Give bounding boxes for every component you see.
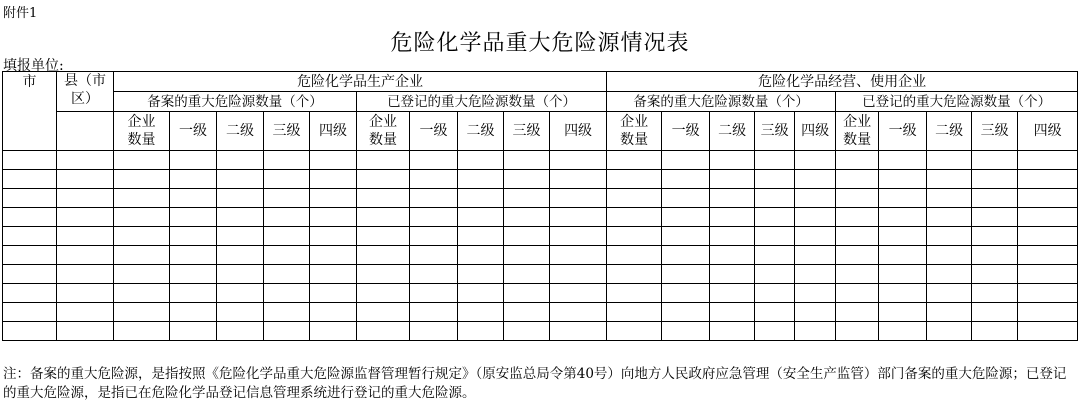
table-cell <box>410 246 458 265</box>
table-cell <box>264 189 310 208</box>
table-cell <box>114 284 170 303</box>
table-cell <box>217 246 264 265</box>
table-cell <box>755 151 795 170</box>
table-cell <box>550 322 607 341</box>
table-cell <box>879 170 927 189</box>
table-cell <box>170 170 217 189</box>
table-cell <box>836 284 879 303</box>
table-cell <box>607 265 662 284</box>
table-cell <box>662 303 710 322</box>
table-cell <box>662 208 710 227</box>
table-cell <box>504 227 550 246</box>
table-cell <box>3 208 57 227</box>
table-cell <box>879 189 927 208</box>
table-cell <box>310 227 357 246</box>
table-cell <box>504 303 550 322</box>
table-cell <box>972 246 1018 265</box>
table-cell <box>550 208 607 227</box>
table-cell <box>170 208 217 227</box>
table-cell <box>310 284 357 303</box>
table-cell <box>3 246 57 265</box>
table-cell <box>1018 322 1078 341</box>
header-level: 二级 <box>217 112 264 151</box>
table-cell <box>795 303 836 322</box>
table-cell <box>3 322 57 341</box>
table-cell <box>264 170 310 189</box>
table-cell <box>755 189 795 208</box>
table-cell <box>755 284 795 303</box>
table-cell <box>1018 227 1078 246</box>
annex-label: 附件1 <box>3 6 38 21</box>
table-cell <box>357 189 410 208</box>
header-level: 三级 <box>504 112 550 151</box>
table-cell <box>879 151 927 170</box>
header-enterprise-count-text: 企业数量 <box>369 114 397 148</box>
table-cell <box>410 303 458 322</box>
table-cell <box>410 284 458 303</box>
header-level: 四级 <box>550 112 607 151</box>
table-cell <box>972 303 1018 322</box>
header-production-filed: 备案的重大危险源数量（个） <box>114 92 357 112</box>
table-cell <box>795 189 836 208</box>
table-cell <box>795 170 836 189</box>
table-cell <box>504 265 550 284</box>
table-cell <box>1018 303 1078 322</box>
table-cell <box>264 246 310 265</box>
table-cell <box>57 322 114 341</box>
table-cell <box>662 246 710 265</box>
table-cell <box>927 246 972 265</box>
table-cell <box>550 303 607 322</box>
table-cell <box>662 265 710 284</box>
table-cell <box>1018 189 1078 208</box>
table-cell <box>755 246 795 265</box>
table-cell <box>1018 208 1078 227</box>
header-enterprise-count-text: 企业数量 <box>843 114 872 148</box>
table-cell <box>458 284 504 303</box>
table-cell <box>458 208 504 227</box>
reporting-unit-label: 填报单位: <box>3 58 64 74</box>
table-cell <box>504 246 550 265</box>
table-cell <box>795 151 836 170</box>
table-cell <box>114 170 170 189</box>
table-cell <box>504 284 550 303</box>
table-cell <box>879 322 927 341</box>
table-cell <box>3 284 57 303</box>
table-cell <box>927 265 972 284</box>
header-level: 三级 <box>972 112 1018 151</box>
table-cell <box>662 151 710 170</box>
table-cell <box>836 151 879 170</box>
table-cell <box>264 322 310 341</box>
page-title: 危险化学品重大危险源情况表 <box>390 31 690 56</box>
table-cell <box>458 227 504 246</box>
header-enterprise-count-text: 企业数量 <box>620 114 649 148</box>
table-cell <box>504 208 550 227</box>
table-cell <box>3 227 57 246</box>
table-cell <box>795 284 836 303</box>
table-cell <box>57 208 114 227</box>
table-cell <box>410 189 458 208</box>
header-level: 一级 <box>662 112 710 151</box>
table-cell <box>310 208 357 227</box>
table-cell <box>662 284 710 303</box>
table-cell <box>114 303 170 322</box>
table-cell <box>927 284 972 303</box>
table-cell <box>1018 151 1078 170</box>
table-cell <box>710 170 755 189</box>
table-cell <box>170 303 217 322</box>
table-cell <box>879 227 927 246</box>
table-cell <box>879 246 927 265</box>
table-cell <box>607 208 662 227</box>
table-cell <box>879 208 927 227</box>
table-row <box>3 322 1078 341</box>
table-cell <box>458 322 504 341</box>
table-cell <box>927 189 972 208</box>
table-cell <box>972 151 1018 170</box>
table-cell <box>972 189 1018 208</box>
table-cell <box>410 208 458 227</box>
table-row <box>3 284 1078 303</box>
table-cell <box>264 227 310 246</box>
header-county <box>57 72 114 112</box>
table-cell <box>836 170 879 189</box>
table-row <box>3 151 1078 170</box>
table-cell <box>795 265 836 284</box>
table-cell <box>114 208 170 227</box>
table-cell <box>755 227 795 246</box>
table-cell <box>310 303 357 322</box>
table-row <box>3 246 1078 265</box>
table-cell <box>264 208 310 227</box>
header-county-blank <box>57 112 114 151</box>
table-cell <box>170 151 217 170</box>
header-business-registered: 已登记的重大危险源数量（个） <box>836 92 1078 112</box>
table-cell <box>57 170 114 189</box>
table-cell <box>927 227 972 246</box>
table-cell <box>795 227 836 246</box>
table-cell <box>755 265 795 284</box>
table-cell <box>217 189 264 208</box>
table-cell <box>170 284 217 303</box>
header-row-2 <box>3 92 1078 112</box>
table-cell <box>504 151 550 170</box>
table-row <box>3 208 1078 227</box>
table-cell <box>458 170 504 189</box>
table-cell <box>607 303 662 322</box>
table-cell <box>264 284 310 303</box>
header-level: 四级 <box>795 112 836 151</box>
table-cell <box>755 170 795 189</box>
table-cell <box>410 227 458 246</box>
table-cell <box>607 189 662 208</box>
table-cell <box>1018 170 1078 189</box>
header-row-3 <box>3 112 1078 151</box>
table-cell <box>458 151 504 170</box>
table-cell <box>836 246 879 265</box>
header-level: 二级 <box>458 112 504 151</box>
table-cell <box>972 322 1018 341</box>
table-cell <box>662 322 710 341</box>
table-cell <box>410 265 458 284</box>
table-cell <box>357 170 410 189</box>
table-cell <box>410 322 458 341</box>
table-cell <box>57 284 114 303</box>
table-cell <box>114 246 170 265</box>
table-cell <box>1018 246 1078 265</box>
header-level: 四级 <box>1018 112 1078 151</box>
header-level: 二级 <box>710 112 755 151</box>
table-cell <box>927 208 972 227</box>
table-cell <box>57 303 114 322</box>
header-enterprise-count <box>836 112 879 151</box>
table-cell <box>114 189 170 208</box>
header-enterprise-count <box>114 112 170 151</box>
header-level: 二级 <box>927 112 972 151</box>
table-cell <box>310 246 357 265</box>
table-cell <box>710 322 755 341</box>
table-cell <box>550 265 607 284</box>
table-cell <box>972 227 1018 246</box>
table-cell <box>795 322 836 341</box>
table-cell <box>410 151 458 170</box>
hazard-source-table <box>2 71 1078 341</box>
table-cell <box>710 284 755 303</box>
table-cell <box>57 227 114 246</box>
table-cell <box>114 265 170 284</box>
table-cell <box>710 303 755 322</box>
table-cell <box>357 151 410 170</box>
table-cell <box>3 303 57 322</box>
table-cell <box>217 227 264 246</box>
header-city: 市 <box>3 72 57 151</box>
header-enterprise-count <box>607 112 662 151</box>
table-row <box>3 303 1078 322</box>
table-cell <box>972 265 1018 284</box>
table-cell <box>458 189 504 208</box>
header-level: 一级 <box>879 112 927 151</box>
table-cell <box>310 265 357 284</box>
table-cell <box>310 322 357 341</box>
table-cell <box>795 208 836 227</box>
table-cell <box>504 170 550 189</box>
table-cell <box>1018 284 1078 303</box>
table-cell <box>607 227 662 246</box>
header-level: 三级 <box>264 112 310 151</box>
table-cell <box>410 170 458 189</box>
table-cell <box>170 322 217 341</box>
table-cell <box>662 170 710 189</box>
table-cell <box>357 265 410 284</box>
table-cell <box>755 303 795 322</box>
table-cell <box>710 227 755 246</box>
table-cell <box>795 246 836 265</box>
table-cell <box>836 189 879 208</box>
header-production-registered: 已登记的重大危险源数量（个） <box>357 92 607 112</box>
table-cell <box>3 189 57 208</box>
header-business-filed: 备案的重大危险源数量（个） <box>607 92 836 112</box>
table-cell <box>3 151 57 170</box>
table-row <box>3 170 1078 189</box>
table-cell <box>217 208 264 227</box>
table-cell <box>3 265 57 284</box>
table-cell <box>927 322 972 341</box>
table-cell <box>458 246 504 265</box>
table-cell <box>836 303 879 322</box>
table-cell <box>217 151 264 170</box>
table-cell <box>264 265 310 284</box>
header-enterprise-count-text: 企业数量 <box>127 114 156 148</box>
table-cell <box>972 284 1018 303</box>
table-cell <box>357 208 410 227</box>
table-cell <box>310 189 357 208</box>
table-cell <box>607 322 662 341</box>
header-level: 三级 <box>755 112 795 151</box>
table-cell <box>972 170 1018 189</box>
table-cell <box>879 284 927 303</box>
table-cell <box>1018 265 1078 284</box>
table-cell <box>114 227 170 246</box>
table-cell <box>550 189 607 208</box>
table-cell <box>710 151 755 170</box>
table-cell <box>504 189 550 208</box>
table-cell <box>710 189 755 208</box>
table-cell <box>170 189 217 208</box>
table-cell <box>458 265 504 284</box>
table-cell <box>710 246 755 265</box>
table-cell <box>836 208 879 227</box>
table-cell <box>755 322 795 341</box>
table-cell <box>550 284 607 303</box>
table-cell <box>607 170 662 189</box>
table-row <box>3 189 1078 208</box>
table-cell <box>357 303 410 322</box>
table-cell <box>755 208 795 227</box>
table-cell <box>972 208 1018 227</box>
table-cell <box>879 265 927 284</box>
table-cell <box>607 246 662 265</box>
table-cell <box>458 303 504 322</box>
table-cell <box>927 151 972 170</box>
table-cell <box>662 227 710 246</box>
table-cell <box>114 151 170 170</box>
table-cell <box>217 170 264 189</box>
table-cell <box>217 322 264 341</box>
table-cell <box>170 265 217 284</box>
footnote: 注：备案的重大危险源，是指按照《危险化学品重大危险源监督管理暂行规定》（原安监总局令第40号）向地方人民政府应急管理（安全生产监管）部门备案的重大危险源；已登记的重大危险源，是指已在危险化学品登记信息管理系统进行登记的重大危险源。 <box>3 366 1067 401</box>
table-cell <box>264 151 310 170</box>
table-cell <box>310 170 357 189</box>
header-production-enterprises: 危险化学品生产企业 <box>114 72 607 92</box>
table-cell <box>264 303 310 322</box>
table-cell <box>170 246 217 265</box>
table-cell <box>836 265 879 284</box>
table-cell <box>217 303 264 322</box>
table-cell <box>927 303 972 322</box>
table-cell <box>57 189 114 208</box>
table-cell <box>504 322 550 341</box>
header-level: 四级 <box>310 112 357 151</box>
header-level: 一级 <box>410 112 458 151</box>
table-cell <box>57 151 114 170</box>
table-cell <box>550 151 607 170</box>
table-cell <box>57 246 114 265</box>
table-cell <box>550 170 607 189</box>
header-level: 一级 <box>170 112 217 151</box>
table-cell <box>357 227 410 246</box>
table-cell <box>170 227 217 246</box>
table-cell <box>357 246 410 265</box>
table-cell <box>550 227 607 246</box>
table-cell <box>3 170 57 189</box>
header-business-enterprises: 危险化学品经营、使用企业 <box>607 72 1078 92</box>
table-cell <box>357 284 410 303</box>
table-cell <box>310 151 357 170</box>
header-enterprise-count <box>357 112 410 151</box>
table-cell <box>607 151 662 170</box>
table-cell <box>927 170 972 189</box>
table-cell <box>550 246 607 265</box>
table-cell <box>114 322 170 341</box>
header-county-text: 县（市区） <box>64 73 106 107</box>
table-cell <box>357 322 410 341</box>
table-cell <box>836 227 879 246</box>
table-cell <box>217 284 264 303</box>
table-cell <box>217 265 264 284</box>
header-row-1 <box>3 72 1078 92</box>
table-cell <box>57 265 114 284</box>
table-row <box>3 265 1078 284</box>
table-cell <box>662 189 710 208</box>
table-cell <box>879 303 927 322</box>
table-cell <box>710 208 755 227</box>
table-cell <box>836 322 879 341</box>
table-row <box>3 227 1078 246</box>
table-cell <box>710 265 755 284</box>
table-cell <box>607 284 662 303</box>
